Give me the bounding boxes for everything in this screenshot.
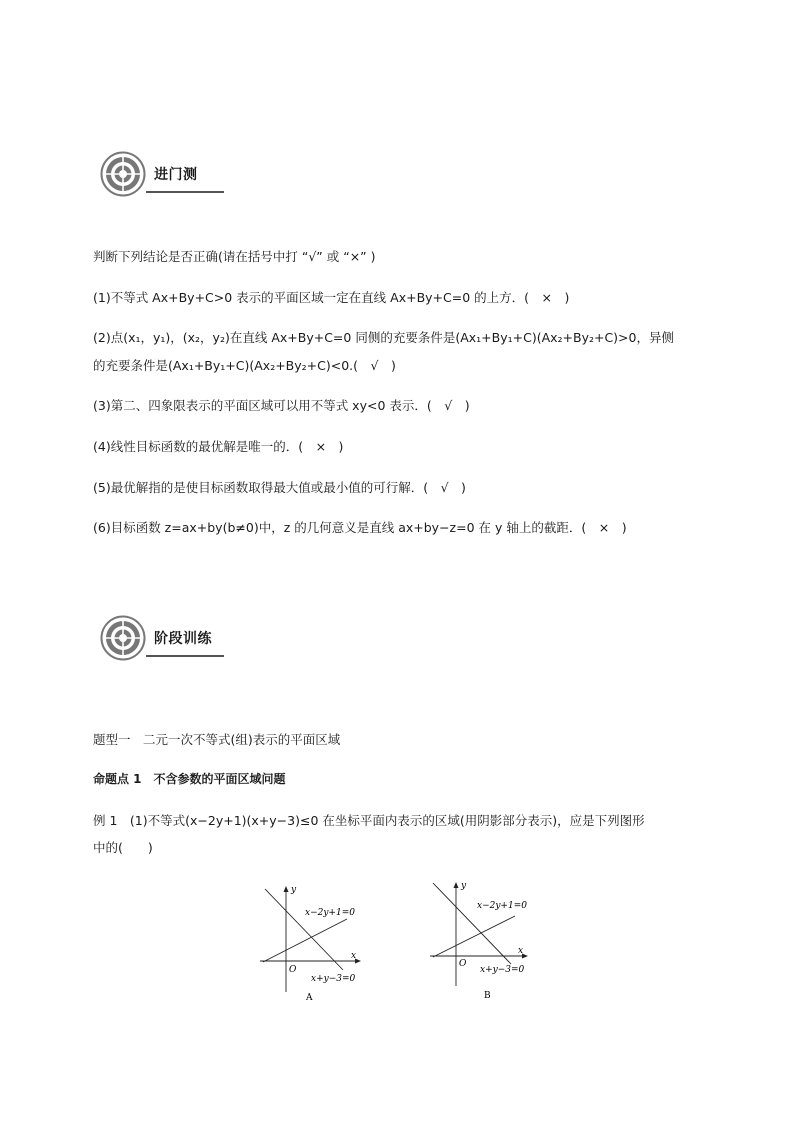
line-1-label: x−2y+1=0 bbox=[477, 901, 527, 911]
section-title: 阶段训练 bbox=[154, 631, 212, 647]
y-axis-label: y bbox=[291, 885, 297, 895]
question-5: (5)最优解指的是使目标函数取得最大值或最小值的可行解．( √ ) bbox=[93, 480, 466, 495]
section-underline bbox=[146, 655, 224, 657]
section-underline bbox=[146, 191, 224, 193]
boundary-line-1 bbox=[263, 919, 347, 962]
y-axis-label: y bbox=[461, 881, 467, 891]
x-axis-label: x bbox=[351, 951, 357, 961]
origin-label: O bbox=[459, 959, 467, 969]
origin-label: O bbox=[289, 965, 297, 975]
boundary-line-2 bbox=[265, 889, 343, 970]
graph-figure-b bbox=[425, 878, 535, 1003]
target-icon bbox=[100, 151, 146, 197]
line-2-label: x+y−3=0 bbox=[311, 974, 356, 984]
topic-heading: 题型一 二元一次不等式(组)表示的平面区域 bbox=[93, 732, 341, 747]
example-line-2: 中的( ) bbox=[93, 840, 153, 855]
example-line-1: 例 1 (1)不等式(x−2y+1)(x+y−3)≤0 在坐标平面内表示的区域(用阴影部分表示)，应是下列图形 bbox=[93, 813, 645, 828]
subtopic-heading: 命题点 1 不含参数的平面区域问题 bbox=[93, 772, 286, 786]
figure-caption: B bbox=[484, 991, 491, 1001]
question-2-line-2: 的充要条件是(Ax₁+By₁+C)(Ax₂+By₂+C)<0.( √ ) bbox=[93, 358, 396, 373]
y-axis-arrow-icon bbox=[454, 882, 459, 888]
figure-caption: A bbox=[306, 993, 313, 1003]
section-header-intro bbox=[100, 151, 225, 197]
y-axis-arrow-icon bbox=[284, 886, 289, 892]
target-icon bbox=[100, 615, 146, 661]
graph-figure-a bbox=[255, 882, 365, 1007]
question-2-line-1: (2)点(x₁，y₁)，(x₂，y₂)在直线 Ax+By+C=0 同侧的充要条件是(Ax₁+By₁+C)(Ax₂+By₂+C)>0，异侧 bbox=[93, 330, 674, 345]
question-4: (4)线性目标函数的最优解是唯一的．( × ) bbox=[93, 439, 344, 454]
line-2-label: x+y−3=0 bbox=[480, 965, 525, 975]
section-header-practice bbox=[100, 615, 225, 661]
question-3: (3)第二、四象限表示的平面区域可以用不等式 xy<0 表示．( √ ) bbox=[93, 398, 470, 413]
instruction-text: 判断下列结论是否正确(请在括号中打 “√” 或 “×” ) bbox=[93, 249, 376, 264]
question-1: (1)不等式 Ax+By+C>0 表示的平面区域一定在直线 Ax+By+C=0 的上方．( × ) bbox=[93, 290, 570, 305]
section-title: 进门测 bbox=[154, 167, 198, 183]
line-1-label: x−2y+1=0 bbox=[305, 908, 355, 918]
question-6: (6)目标函数 z=ax+by(b≠0)中，z 的几何意义是直线 ax+by−z=0 在 y 轴上的截距．( × ) bbox=[93, 520, 627, 535]
boundary-line-1 bbox=[433, 916, 515, 957]
x-axis-label: x bbox=[518, 946, 524, 956]
